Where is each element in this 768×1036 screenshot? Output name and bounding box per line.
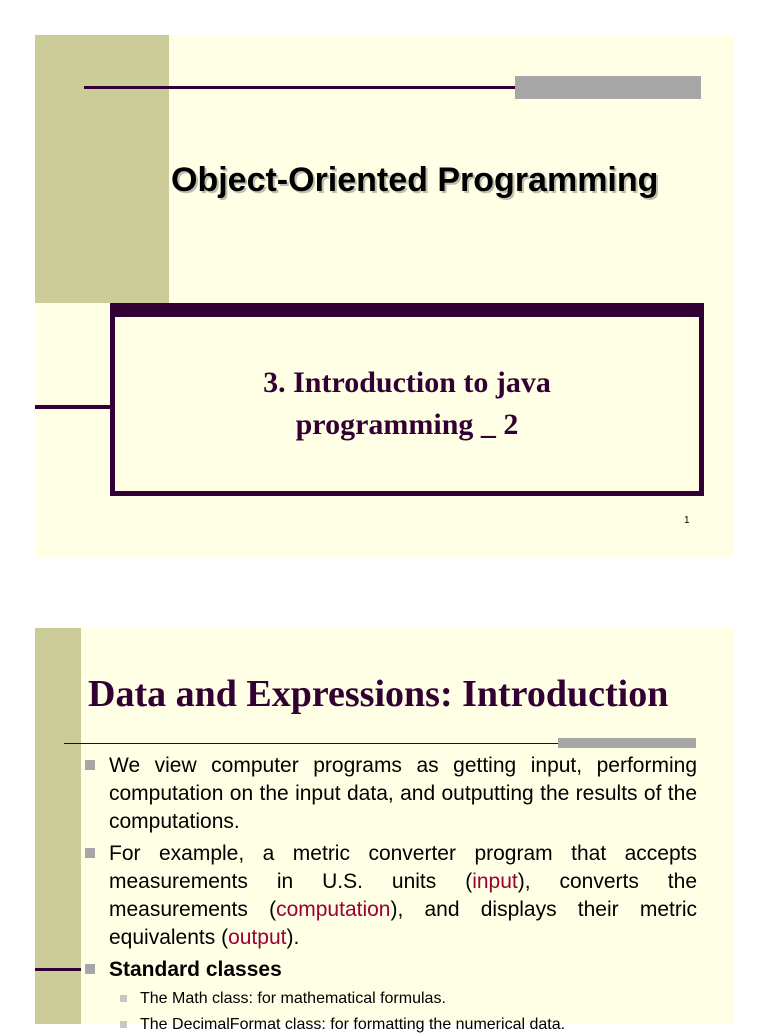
page-number: 1	[684, 515, 690, 526]
bullet-item	[82, 956, 697, 984]
grey-accent-bar	[515, 76, 701, 99]
title-slide	[35, 35, 734, 558]
content-slide	[35, 628, 734, 1033]
highlight-input: input	[472, 870, 518, 893]
bullet-item	[82, 752, 697, 836]
square-bullet-icon	[85, 848, 95, 858]
sub-bullet-item	[82, 988, 697, 1010]
square-bullet-icon	[120, 1021, 127, 1028]
bullet-text-part: ), converts the measurements (	[109, 870, 697, 921]
bullet-list	[82, 752, 697, 1036]
subtitle-box	[110, 303, 704, 496]
square-bullet-icon	[85, 760, 95, 770]
square-bullet-icon	[85, 964, 95, 974]
heading-bold: Data and Expressions:	[88, 673, 453, 715]
sub-bullet-text: The DecimalFormat class: for formatting the numerical data.	[140, 1016, 566, 1033]
left-rule-stub	[35, 968, 81, 971]
bullet-text-part: ), and displays their metric equivalents (	[109, 898, 697, 949]
heading-rest: Introduction	[462, 673, 669, 715]
highlight-computation: computation	[276, 898, 391, 921]
left-rule-stub	[35, 405, 111, 409]
bullet-text: Standard classes	[109, 958, 282, 981]
bullet-text-part: ).	[286, 926, 300, 949]
slide-subtitle: 3. Introduction to java programming _ 2	[263, 366, 551, 441]
accent-band	[35, 628, 81, 1024]
bullet-text: We view computer programs as getting input, performing computation on the input data, and outputting the results of the computations.	[109, 754, 697, 833]
accent-band	[35, 35, 169, 303]
sub-bullet-item	[82, 1014, 697, 1036]
slide-title: Object-Oriented Programming	[171, 161, 659, 199]
highlight-output: output	[228, 926, 287, 949]
grey-accent-bar	[558, 738, 696, 748]
square-bullet-icon	[120, 995, 127, 1002]
bullet-item	[82, 840, 697, 952]
bullet-text-part: For example, a metric converter program that accepts measurements in U.S. units (	[109, 842, 697, 893]
slide-heading	[88, 672, 668, 716]
sub-bullet-text: The Math class: for mathematical formulas.	[140, 990, 446, 1007]
